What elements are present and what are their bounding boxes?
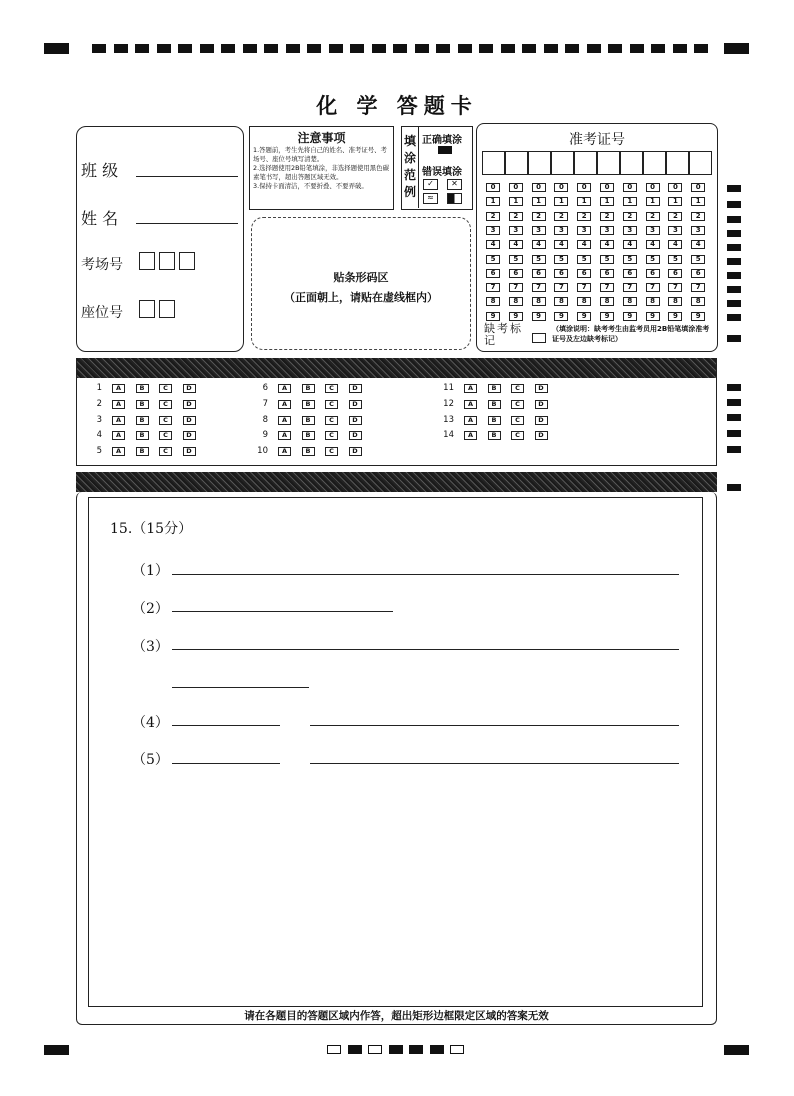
exam-id-bubble[interactable]: 9 [532,312,546,321]
part-3-line[interactable] [172,649,679,650]
corner-mark-top-left [44,43,69,54]
part-5-line-2[interactable] [310,763,679,764]
exam-id-bubble[interactable]: 5 [486,255,500,264]
exam-id-bubble[interactable]: 0 [691,183,705,192]
exam-id-bubble[interactable]: 8 [600,297,614,306]
exam-id-bubble[interactable]: 5 [691,255,705,264]
exam-id-bubble[interactable]: 9 [554,312,568,321]
part-4-line-2[interactable] [310,725,679,726]
divider [418,127,419,208]
exam-id-bubble[interactable]: 6 [691,269,705,278]
timing-mark-right [727,286,741,293]
exam-id-bubble[interactable]: 0 [577,183,591,192]
mcq-question-number: 9 [262,430,268,441]
wrong-fill-cross-icon: ✕ [447,179,462,190]
corner-mark-bottom-right [724,1045,749,1055]
exam-id-write-box[interactable] [528,151,551,175]
timing-mark-right [727,216,741,223]
exam-id-bubble[interactable]: 2 [554,212,568,221]
exam-id-bubble[interactable]: 0 [600,183,614,192]
timing-dash [501,44,515,53]
exam-id-bubble[interactable]: 3 [532,226,546,235]
exam-id-bubble[interactable]: 1 [577,197,591,206]
timing-mark-right [727,244,741,251]
exam-id-write-box[interactable] [597,151,620,175]
exam-id-bubble[interactable]: 6 [646,269,660,278]
exam-id-write-box[interactable] [551,151,574,175]
exam-id-bubble[interactable]: 1 [691,197,705,206]
exam-id-bubble[interactable]: 7 [668,283,682,292]
exam-id-bubble[interactable]: 9 [486,312,500,321]
mcq-option-bubble[interactable]: C [511,384,524,393]
exam-id-bubble[interactable]: 8 [486,297,500,306]
exam-id-bubble[interactable]: 3 [600,226,614,235]
mcq-option-bubble[interactable]: B [302,416,315,425]
timing-mark-right [727,300,741,307]
exam-id-bubble[interactable]: 4 [554,240,568,249]
exam-id-bubble[interactable]: 7 [509,283,523,292]
exam-id-bubble[interactable]: 2 [600,212,614,221]
name-field[interactable] [136,223,238,224]
exam-id-bubble[interactable]: 1 [600,197,614,206]
exam-id-bubble[interactable]: 8 [509,297,523,306]
timing-dash [350,44,364,53]
room-label: 考场号 [81,257,123,273]
timing-dash [565,44,579,53]
exam-id-bubble[interactable]: 5 [600,255,614,264]
exam-id-bubble[interactable]: 2 [486,212,500,221]
timing-dash [694,44,708,53]
exam-id-bubble[interactable]: 6 [577,269,591,278]
timing-dash [415,44,429,53]
exam-id-bubble[interactable]: 1 [646,197,660,206]
exam-id-bubble[interactable]: 3 [509,226,523,235]
notice-line: 3.保持卡面清洁，不要折叠、不要弄破。 [253,182,368,190]
page-code-mark [348,1045,362,1054]
section-band-answer [76,472,717,492]
correct-fill-mark [438,146,452,154]
mcq-option-bubble[interactable]: C [511,431,524,440]
exam-id-bubble[interactable]: 1 [668,197,682,206]
wrong-fill-tick-icon: ✓ [423,179,438,190]
page-code-mark [409,1045,423,1054]
exam-id-bubble[interactable]: 9 [668,312,682,321]
part-2-label: （2） [132,601,169,617]
timing-mark-right [727,335,741,342]
mcq-option-bubble[interactable]: D [183,447,196,456]
mcq-question-number: 2 [96,398,102,409]
timing-mark-right [727,484,741,491]
page-code-mark [389,1045,403,1054]
exam-id-write-box[interactable] [666,151,689,175]
timing-mark-right [727,314,741,321]
exam-id-bubble[interactable]: 2 [532,212,546,221]
mcq-option-bubble[interactable]: D [349,416,362,425]
timing-dash [608,44,622,53]
absent-label: 缺考标记 [484,322,523,347]
mcq-question-number: 6 [262,383,268,393]
exam-id-write-box[interactable] [689,151,712,175]
mcq-option-bubble[interactable]: A [278,447,291,456]
part-5-label: （5） [132,752,169,768]
mcq-option-bubble[interactable]: D [183,416,196,425]
exam-id-bubble[interactable]: 3 [691,226,705,235]
exam-id-bubble[interactable]: 6 [554,269,568,278]
timing-mark-right [727,446,741,453]
exam-id-bubble[interactable]: 4 [623,240,637,249]
timing-mark-right [727,258,741,265]
wrong-fill-label: 错误填涂 [422,167,462,178]
corner-mark-bottom-left [44,1045,69,1055]
timing-dash [372,44,386,53]
exam-id-bubble[interactable]: 0 [486,183,500,192]
exam-id-bubble[interactable]: 9 [577,312,591,321]
class-field[interactable] [136,176,238,177]
notice-heading: 注意事项 [297,131,346,145]
timing-dash [114,44,128,53]
page-code-mark [430,1045,444,1054]
exam-id-bubble[interactable]: 4 [668,240,682,249]
exam-id-bubble[interactable]: 3 [486,226,500,235]
correct-fill-label: 正确填涂 [422,135,462,146]
part-1-line[interactable] [172,574,679,575]
mcq-option-bubble[interactable]: C [325,400,338,409]
exam-id-bubble[interactable]: 0 [668,183,682,192]
timing-dash [157,44,171,53]
exam-id-bubble[interactable]: 6 [532,269,546,278]
exam-id-write-box[interactable] [505,151,528,175]
exam-id-bubble[interactable]: 3 [623,226,637,235]
timing-dash [286,44,300,53]
exam-id-bubble[interactable]: 2 [646,212,660,221]
page-title: 化 学 答题卡 [316,93,478,118]
timing-mark-right [727,230,741,237]
exam-id-bubble[interactable]: 2 [623,212,637,221]
exam-id-bubble[interactable]: 6 [509,269,523,278]
timing-dash [630,44,644,53]
exam-id-bubble[interactable]: 3 [646,226,660,235]
timing-mark-right [727,201,741,208]
timing-mark-right [727,414,741,421]
timing-mark-right [727,185,741,192]
mcq-question-number: 8 [262,414,268,425]
exam-id-bubble[interactable]: 7 [486,283,500,292]
mcq-option-bubble[interactable]: C [159,447,172,456]
wrong-fill-scribble-icon: ≈ [423,193,438,204]
mcq-option-bubble[interactable]: C [325,447,338,456]
exam-id-bubble[interactable]: 5 [577,255,591,264]
exam-id-bubble[interactable]: 1 [554,197,568,206]
timing-dash [178,44,192,53]
mcq-question-number: 11 [443,383,454,393]
exam-id-bubble[interactable]: 8 [577,297,591,306]
answer-footer-note: 请在各题目的答题区域内作答，超出矩形边框限定区域的答案无效 [244,1010,549,1022]
mcq-option-bubble[interactable]: C [159,400,172,409]
mcq-option-bubble[interactable]: C [159,416,172,425]
exam-id-bubble[interactable]: 2 [691,212,705,221]
mcq-option-bubble[interactable]: A [112,447,125,456]
mcq-option-bubble[interactable]: A [112,400,125,409]
exam-id-bubble[interactable]: 1 [486,197,500,206]
question-15-label: 15.（15分） [110,521,193,537]
exam-id-bubble[interactable]: 9 [691,312,705,321]
mcq-option-bubble[interactable]: D [349,447,362,456]
exam-id-bubble[interactable]: 6 [600,269,614,278]
timing-dash [221,44,235,53]
timing-dash [479,44,493,53]
mcq-option-bubble[interactable]: A [464,384,477,393]
mcq-option-bubble[interactable]: C [159,431,172,440]
part-4-label: （4） [132,715,169,731]
mcq-question-number: 13 [443,414,454,425]
exam-id-bubble[interactable]: 0 [554,183,568,192]
mcq-option-bubble[interactable]: C [511,416,524,425]
timing-dash [436,44,450,53]
exam-id-bubble[interactable]: 5 [623,255,637,264]
page-code-mark [368,1045,382,1054]
exam-id-write-box[interactable] [620,151,643,175]
exam-id-bubble[interactable]: 4 [509,240,523,249]
exam-id-bubble[interactable]: 7 [600,283,614,292]
exam-id-bubble[interactable]: 2 [577,212,591,221]
mcq-option-bubble[interactable]: D [183,400,196,409]
exam-id-bubble[interactable]: 8 [668,297,682,306]
mcq-section [76,358,717,466]
exam-id-bubble[interactable]: 6 [668,269,682,278]
mcq-option-bubble[interactable]: D [183,431,196,440]
mcq-question-number: 5 [96,446,102,457]
exam-id-bubble[interactable]: 8 [646,297,660,306]
timing-dash [135,44,149,53]
exam-id-bubble[interactable]: 4 [577,240,591,249]
room-box[interactable] [159,252,175,270]
exam-id-bubble[interactable]: 7 [623,283,637,292]
part-3-label: （3） [132,639,169,655]
exam-id-write-box[interactable] [574,151,597,175]
notice-line: 1.答题前，考生先将自己的姓名、准考证号、考场号、座位号填写清楚。 [253,146,387,163]
timing-dash [200,44,214,53]
exam-id-bubble[interactable]: 5 [509,255,523,264]
exam-id-bubble[interactable]: 8 [691,297,705,306]
mcq-option-bubble[interactable]: A [112,416,125,425]
mcq-option-bubble[interactable]: D [349,431,362,440]
timing-dash [307,44,321,53]
exam-id-bubble[interactable]: 8 [532,297,546,306]
exam-id-bubble[interactable]: 1 [623,197,637,206]
class-label: 班 级 [81,161,119,180]
notice-box [249,126,394,210]
timing-dash [544,44,558,53]
exam-id-bubble[interactable]: 2 [509,212,523,221]
exam-id-bubble[interactable]: 6 [623,269,637,278]
barcode-hint: （正面朝上，请贴在虚线框内） [284,291,438,304]
mcq-option-bubble[interactable]: A [278,400,291,409]
mcq-option-bubble[interactable]: B [136,384,149,393]
mcq-option-bubble[interactable]: C [325,431,338,440]
exam-id-bubble[interactable]: 4 [486,240,500,249]
exam-id-write-box[interactable] [643,151,666,175]
barcode-title: 贴条形码区 [333,271,389,284]
mcq-option-bubble[interactable]: D [535,384,548,393]
mcq-option-bubble[interactable]: D [535,400,548,409]
timing-dash [651,44,665,53]
exam-id-bubble[interactable]: 3 [668,226,682,235]
wrong-fill-half-icon [447,193,462,204]
timing-dash [393,44,407,53]
mcq-option-bubble[interactable]: B [302,400,315,409]
part-1-label: （1） [132,563,169,579]
mcq-option-bubble[interactable]: A [464,416,477,425]
mcq-option-bubble[interactable]: B [302,431,315,440]
exam-id-bubble[interactable]: 0 [646,183,660,192]
exam-id-bubble[interactable]: 3 [554,226,568,235]
mcq-option-bubble[interactable]: A [278,416,291,425]
mcq-option-bubble[interactable]: B [488,431,501,440]
mcq-option-bubble[interactable]: A [278,431,291,440]
fill-example-side-label: 填涂范例 [404,134,417,199]
exam-id-bubble[interactable]: 7 [577,283,591,292]
exam-id-bubble[interactable]: 9 [623,312,637,321]
mcq-option-bubble[interactable]: B [488,384,501,393]
mcq-option-bubble[interactable]: B [302,384,315,393]
mcq-option-bubble[interactable]: D [535,431,548,440]
seat-box[interactable] [139,300,155,318]
exam-id-bubble[interactable]: 5 [646,255,660,264]
exam-id-write-box[interactable] [482,151,505,175]
exam-id-bubble[interactable]: 1 [509,197,523,206]
exam-id-bubble[interactable]: 1 [532,197,546,206]
mcq-option-bubble[interactable]: B [136,400,149,409]
part-2-line[interactable] [172,611,393,612]
exam-id-bubble[interactable]: 8 [554,297,568,306]
mcq-option-bubble[interactable]: A [278,384,291,393]
timing-mark-right [727,272,741,279]
timing-dash [673,44,687,53]
seat-box[interactable] [159,300,175,318]
mcq-option-bubble[interactable]: D [349,384,362,393]
seat-label: 座位号 [81,305,123,321]
name-label: 姓 名 [81,209,119,228]
exam-id-bubble[interactable]: 7 [532,283,546,292]
timing-dash [329,44,343,53]
timing-mark-right [727,430,741,437]
exam-id-bubble[interactable]: 9 [600,312,614,321]
exam-id-bubble[interactable]: 4 [691,240,705,249]
room-box[interactable] [139,252,155,270]
mcq-question-number: 1 [96,383,102,393]
exam-id-bubble[interactable]: 9 [646,312,660,321]
mcq-question-number: 14 [443,430,454,441]
exam-id-bubble[interactable]: 0 [623,183,637,192]
mcq-option-bubble[interactable]: D [535,416,548,425]
absent-bubble[interactable] [532,333,546,343]
timing-dash [243,44,257,53]
timing-dash [92,44,106,53]
mcq-option-bubble[interactable]: A [112,431,125,440]
mcq-question-number: 7 [262,398,268,409]
mcq-question-number: 12 [443,398,454,409]
timing-mark-right [727,399,741,406]
exam-id-bubble[interactable]: 7 [646,283,660,292]
mcq-option-bubble[interactable]: A [112,384,125,393]
exam-id-bubble[interactable]: 5 [554,255,568,264]
exam-id-bubble[interactable]: 5 [668,255,682,264]
timing-dash [264,44,278,53]
page-code-mark [327,1045,341,1054]
mcq-option-bubble[interactable]: D [183,384,196,393]
timing-mark-right [727,384,741,391]
mcq-option-bubble[interactable]: C [159,384,172,393]
mcq-option-bubble[interactable]: C [325,416,338,425]
exam-id-bubble[interactable]: 3 [577,226,591,235]
part-3-line-2[interactable] [172,687,309,688]
mcq-option-bubble[interactable]: D [349,400,362,409]
timing-dash [458,44,472,53]
exam-id-bubble[interactable]: 4 [532,240,546,249]
exam-id-bubble[interactable]: 5 [532,255,546,264]
mcq-question-number: 10 [257,446,268,457]
exam-id-title: 准考证号 [569,132,625,148]
timing-dash [587,44,601,53]
mcq-option-bubble[interactable]: B [302,447,315,456]
barcode-area [251,217,471,350]
mcq-option-bubble[interactable]: B [488,400,501,409]
exam-id-bubble[interactable]: 0 [532,183,546,192]
room-box[interactable] [179,252,195,270]
exam-id-bubble[interactable]: 2 [668,212,682,221]
mcq-option-bubble[interactable]: B [488,416,501,425]
absent-note: （填涂说明：缺考考生由监考员用2B铅笔填涂准考证号及左边缺考标记） [552,325,710,343]
corner-mark-top-right [724,43,749,54]
mcq-question-number: 4 [96,430,102,441]
mcq-question-number: 3 [96,414,102,425]
exam-id-bubble[interactable]: 9 [509,312,523,321]
page-code-mark [450,1045,464,1054]
mcq-option-bubble[interactable]: B [136,416,149,425]
exam-id-bubble[interactable]: 6 [486,269,500,278]
part-4-line[interactable] [172,725,280,726]
exam-id-bubble[interactable]: 4 [600,240,614,249]
mcq-option-bubble[interactable]: A [464,431,477,440]
exam-id-bubble[interactable]: 7 [554,283,568,292]
fill-example-box [401,126,473,210]
timing-dash [522,44,536,53]
mcq-option-bubble[interactable]: A [464,400,477,409]
exam-id-bubble[interactable]: 4 [646,240,660,249]
mcq-option-bubble[interactable]: B [136,447,149,456]
exam-id-bubble[interactable]: 0 [509,183,523,192]
mcq-option-bubble[interactable]: C [511,400,524,409]
mcq-option-bubble[interactable]: B [136,431,149,440]
exam-id-bubble[interactable]: 8 [623,297,637,306]
mcq-option-bubble[interactable]: C [325,384,338,393]
exam-id-bubble[interactable]: 7 [691,283,705,292]
part-5-line[interactable] [172,763,280,764]
notice-line: 2.选择题使用2B铅笔填涂，非选择题使用黑色碳素笔书写，超出答题区域无效。 [253,164,389,181]
